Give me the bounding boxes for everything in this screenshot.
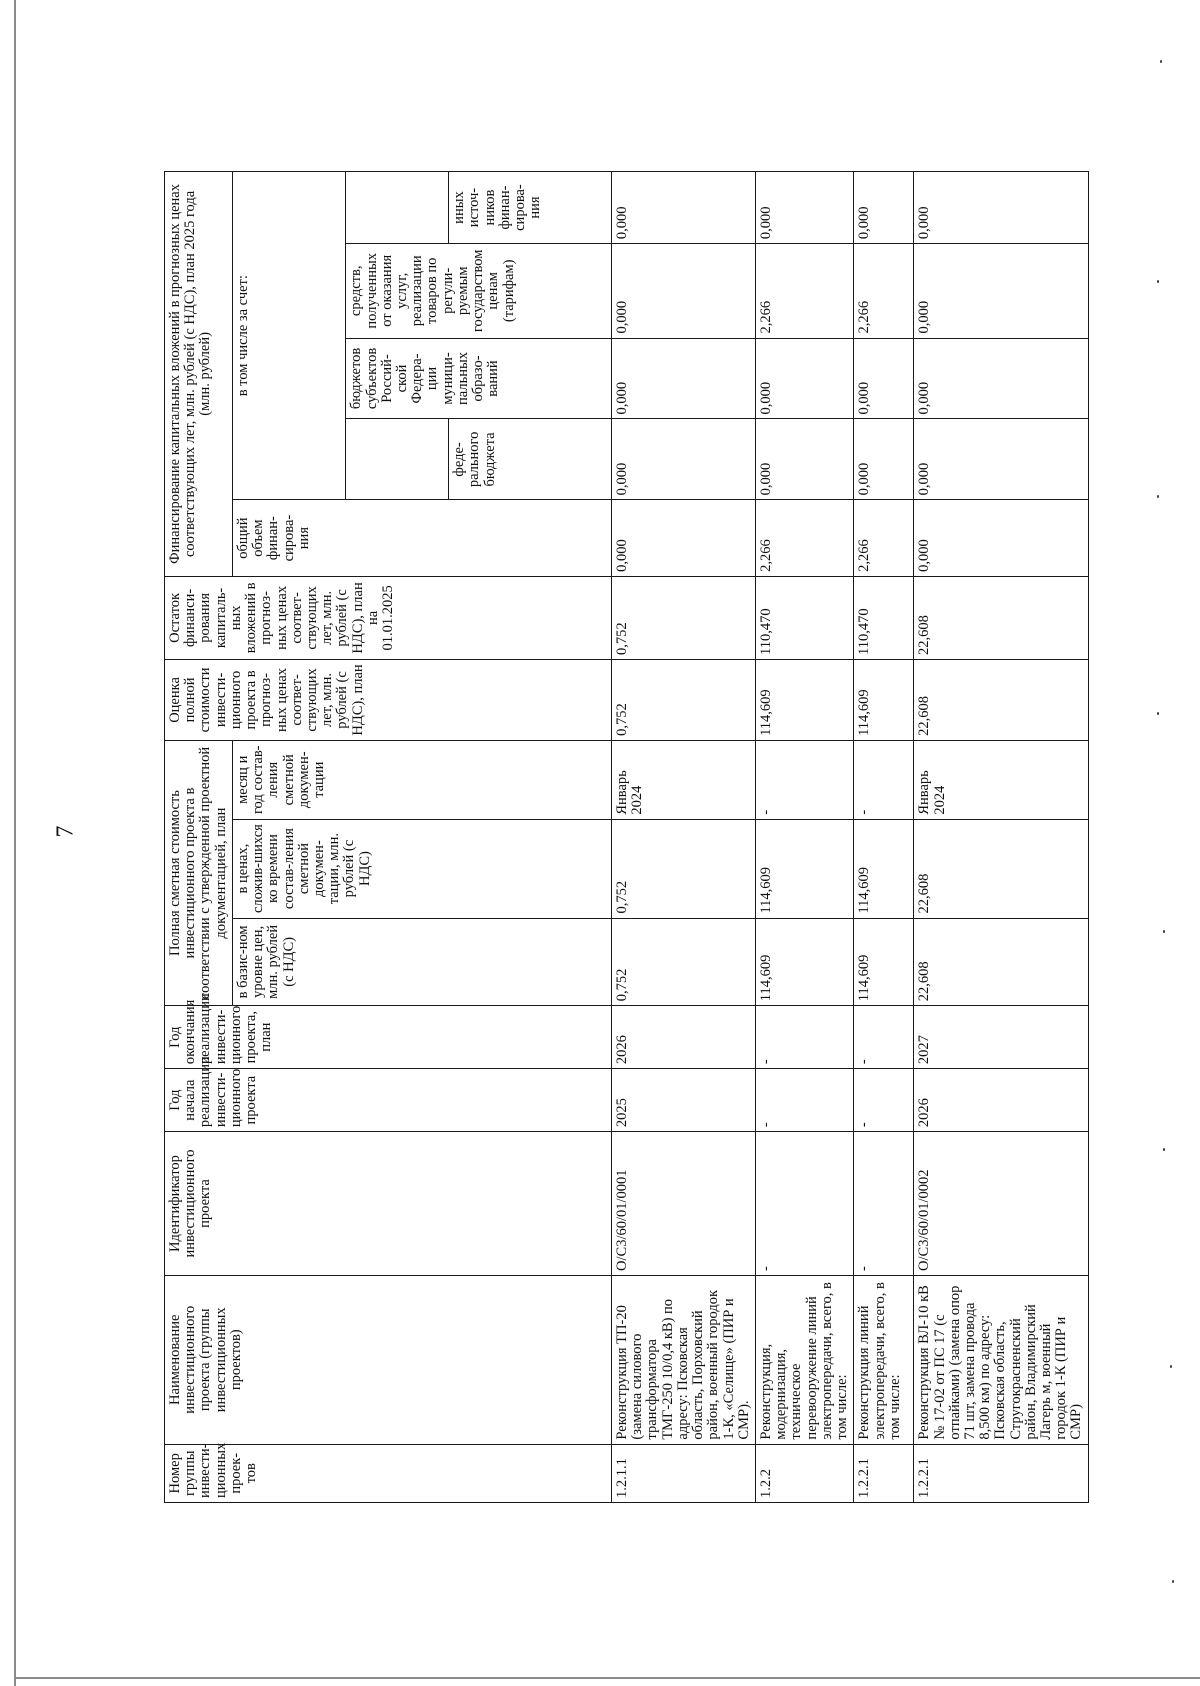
- cell-year-start: -: [755, 1069, 853, 1132]
- cell-group-no: 1.2.2.1: [854, 1444, 914, 1502]
- cell-fin-federal: 0,000: [755, 419, 853, 500]
- cell-fin-total: 0,000: [612, 500, 756, 576]
- cell-fin-regional: 0,000: [914, 338, 1088, 419]
- header-fin-federal-spacer: [346, 419, 449, 500]
- header-fin-tariff: средств, полученных от оказания услуг, реализации товаров по регули-руемым государством ценам (тарифам): [346, 244, 612, 338]
- cell-year-end: 2026: [612, 1006, 756, 1069]
- cell-full-cost-date: Январь 2024: [612, 740, 756, 819]
- header-fin-federal: феде-рального бюджета: [449, 419, 612, 500]
- rotated-table-container: [164, 171, 1085, 1503]
- cell-full-cost-current: 22,608: [914, 819, 1088, 918]
- scan-speck: [1160, 60, 1162, 63]
- cell-full-cost-date: Январь 2024: [914, 740, 1088, 819]
- header-group-no: Номер группы инвести-ционных проек-тов: [165, 1444, 612, 1502]
- cell-full-cost-base: 22,608: [914, 918, 1088, 1006]
- header-year-end: Год окончания реализации инвести-ционного проекта, план: [165, 1006, 612, 1069]
- cell-identifier: O/C3/60/01/0002: [914, 1132, 1088, 1276]
- cell-remaining: 22,608: [914, 576, 1088, 659]
- header-fin-other: иных источ-ников финан-сирова-ния: [449, 172, 612, 244]
- table-row: [914, 172, 1088, 1503]
- cell-fin-tariff: 2,266: [854, 244, 914, 338]
- cell-fin-other: 0,000: [755, 172, 853, 244]
- header-full-cost-date: месяц и год состав-ления сметной докумен-тации: [232, 740, 611, 819]
- scan-speck: [1157, 280, 1159, 283]
- header-name: Наименование инвестиционного проекта (группы инвестиционных проектов): [165, 1275, 612, 1444]
- scan-speck: [1170, 1365, 1172, 1368]
- table-row: [755, 172, 853, 1503]
- cell-estimate: 114,609: [854, 659, 914, 740]
- cell-year-start: 2025: [612, 1069, 756, 1132]
- cell-fin-regional: 0,000: [612, 338, 756, 419]
- cell-identifier: -: [854, 1132, 914, 1276]
- cell-name: Реконструкция, модернизация, техническое перевооружение линий электропередачи, всего, в том числе:: [755, 1275, 853, 1444]
- cell-fin-tariff: 0,000: [914, 244, 1088, 338]
- cell-full-cost-base: 114,609: [755, 918, 853, 1006]
- cell-full-cost-current: 114,609: [755, 819, 853, 918]
- cell-year-end: -: [854, 1006, 914, 1069]
- cell-identifier: O/C3/60/01/0001: [612, 1132, 756, 1276]
- cell-estimate: 114,609: [755, 659, 853, 740]
- scan-border-left: [14, 0, 16, 1686]
- scan-speck: [1157, 712, 1159, 715]
- cell-fin-other: 0,000: [854, 172, 914, 244]
- cell-full-cost-current: 0,752: [612, 819, 756, 918]
- cell-fin-regional: 0,000: [854, 338, 914, 419]
- cell-fin-federal: 0,000: [854, 419, 914, 500]
- header-identifier: Идентификатор инвестиционного проекта: [165, 1132, 612, 1276]
- cell-name: Реконструкция ТП-20 (замена силового трансформатора ТМГ-250 10/0,4 кВ) по адресу: Псковская область, Порховский район, военный городок 1-К, «Селище» (ПИР и СМР).: [612, 1275, 756, 1444]
- header-fin-incl: в том числе за счет:: [232, 172, 345, 500]
- cell-full-cost-date: -: [755, 740, 853, 819]
- scan-speck: [1172, 1580, 1174, 1583]
- table-row: [854, 172, 914, 1503]
- cell-full-cost-date: -: [854, 740, 914, 819]
- header-full-cost-base: в базис-ном уровне цен, млн. рублей (с НДС): [232, 918, 611, 1006]
- cell-estimate: 22,608: [914, 659, 1088, 740]
- cell-group-no: 1.2.2.1: [914, 1444, 1088, 1502]
- cell-full-cost-base: 0,752: [612, 918, 756, 1006]
- cell-year-end: 2027: [914, 1006, 1088, 1069]
- cell-fin-total: 2,266: [854, 500, 914, 576]
- cell-remaining: 110,470: [755, 576, 853, 659]
- scan-border-bottom: [14, 1677, 1200, 1679]
- cell-full-cost-base: 114,609: [854, 918, 914, 1006]
- cell-full-cost-current: 114,609: [854, 819, 914, 918]
- cell-remaining: 0,752: [612, 576, 756, 659]
- header-fin-total: общий объем финан-сирова-ния: [232, 500, 611, 576]
- cell-remaining: 110,470: [854, 576, 914, 659]
- cell-name: Реконструкция ВЛ-10 кВ № 17-02 от ПС 17 (с отпайками) (замена опор 71 шт, замена провода 8,500 км) по адресу: Псковская область, Стругокрасненский район, Владимирский Лагерь м, военный городок 1-К (ПИР и СМР): [914, 1275, 1088, 1444]
- scan-speck: [1163, 1148, 1165, 1151]
- cell-fin-federal: 0,000: [612, 419, 756, 500]
- header-financing: Финансирование капитальных вложений в прогнозных ценах соответствующих лет, млн. рублей (с НДС), план 2025 года (млн. рублей): [165, 172, 233, 577]
- cell-fin-regional: 0,000: [755, 338, 853, 419]
- header-fin-regional: бюджетов субъектов Россий-ской Федера-ции муници-пальных образо-ваний: [346, 338, 612, 419]
- cell-group-no: 1.2.2: [755, 1444, 853, 1502]
- cell-year-start: -: [854, 1069, 914, 1132]
- header-full-cost: Полная сметная стоимость инвестиционного проекта в соответствии с утвержденной проектной документацией, план: [165, 740, 233, 1005]
- cell-fin-tariff: 0,000: [612, 244, 756, 338]
- header-remaining: Остаток финанси-рования капиталь-ных вложений в прогноз-ных ценах соответ-ствующих лет, млн. рублей (с НДС), план на 01.01.2025: [165, 576, 612, 659]
- cell-group-no: 1.2.1.1: [612, 1444, 756, 1502]
- cell-fin-other: 0,000: [612, 172, 756, 244]
- cell-estimate: 0,752: [612, 659, 756, 740]
- investment-projects-table: [164, 171, 1089, 1503]
- cell-year-start: 2026: [914, 1069, 1088, 1132]
- header-year-start: Год начала реализации инвести-ционного проекта: [165, 1069, 612, 1132]
- page-number: 7: [52, 825, 79, 838]
- header-full-cost-current: в ценах, сложив-шихся ко времени состав-ления сметной докумен-тации, млн. рублей (с НДС): [232, 819, 611, 918]
- cell-fin-total: 0,000: [914, 500, 1088, 576]
- scan-speck: [1157, 495, 1159, 498]
- cell-fin-federal: 0,000: [914, 419, 1088, 500]
- header-fin-other-spacer: [346, 172, 449, 244]
- header-row-1: [165, 172, 233, 1503]
- cell-fin-tariff: 2,266: [755, 244, 853, 338]
- cell-fin-other: 0,000: [914, 172, 1088, 244]
- cell-fin-total: 2,266: [755, 500, 853, 576]
- cell-identifier: -: [755, 1132, 853, 1276]
- cell-name: Реконструкция линий электропередачи, всего, в том числе:: [854, 1275, 914, 1444]
- scan-speck: [1163, 930, 1165, 933]
- table-row: [612, 172, 756, 1503]
- header-estimate: Оценка полной стоимости инвести-ционного проекта в прогноз-ных ценах соответ-ствующих лет, млн. рублей (с НДС), план: [165, 659, 612, 740]
- cell-year-end: -: [755, 1006, 853, 1069]
